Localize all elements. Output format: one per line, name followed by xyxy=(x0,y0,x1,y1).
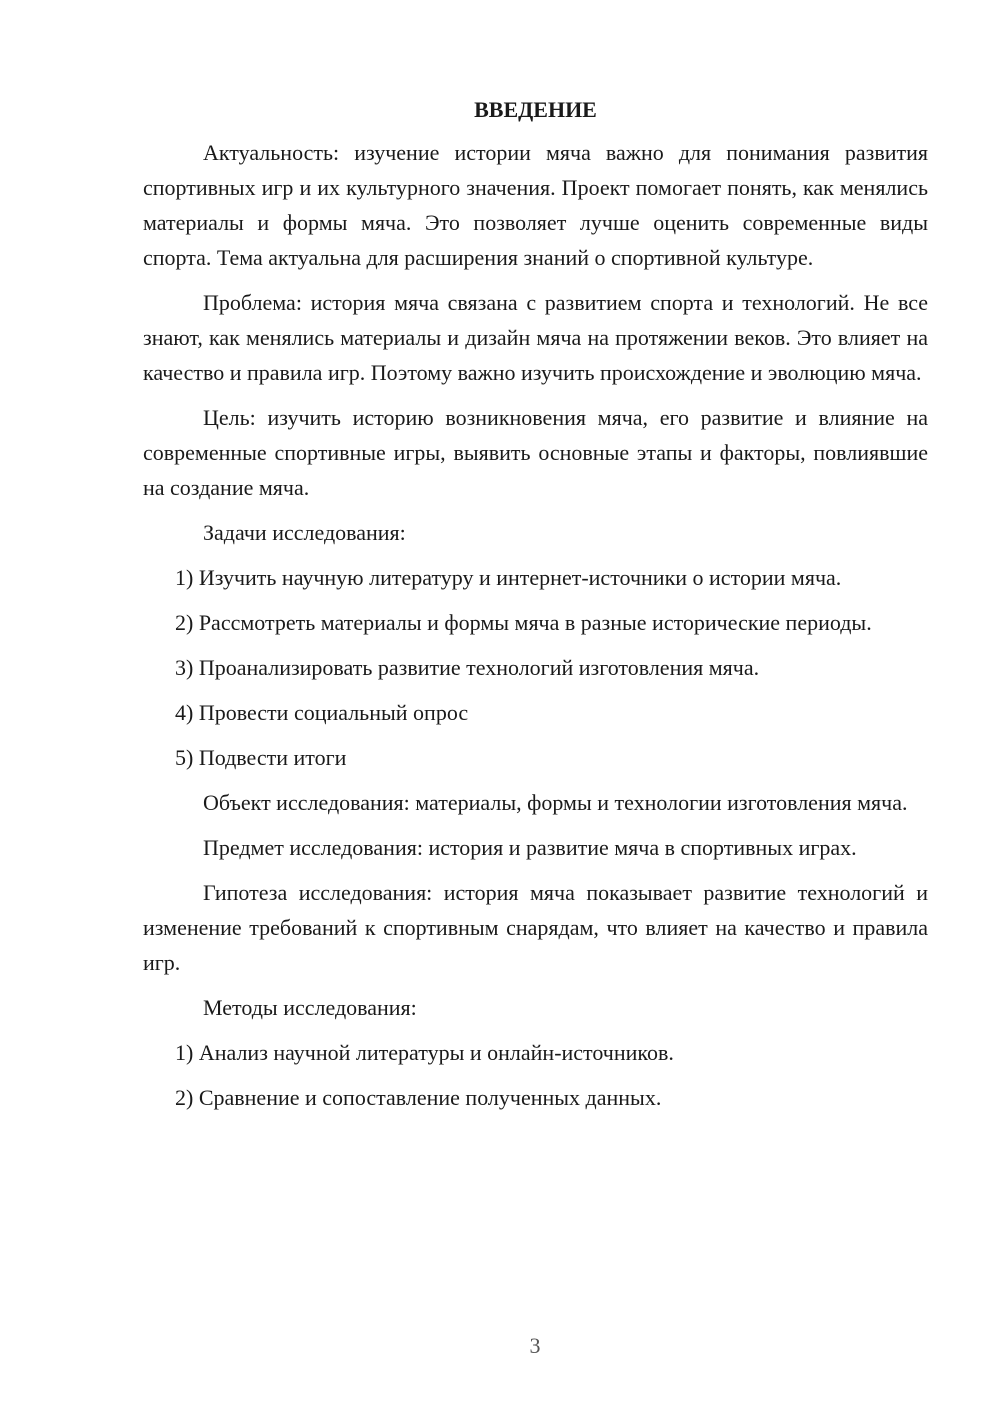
task-item: 5) Подвести итоги xyxy=(175,745,347,770)
page-number: 3 xyxy=(529,1333,541,1358)
section-title: ВВЕДЕНИЕ xyxy=(474,97,597,122)
goal-paragraph: Цель: изучить историю возникновения мяча, его развитие и влияние на современные спортивные игры, выявить основные этапы и факторы, повлиявшие на создание мяча. xyxy=(143,405,928,500)
task-item: 3) Проанализировать развитие технологий изготовления мяча. xyxy=(175,655,760,680)
hypothesis-paragraph: Гипотеза исследования: история мяча показывает развитие технологий и изменение требований к спортивным снарядам, что влияет на качество и правила игр. xyxy=(143,880,928,975)
tasks-heading: Задачи исследования: xyxy=(203,520,406,545)
method-item: 1) Анализ научной литературы и онлайн-источников. xyxy=(175,1040,674,1065)
page-content xyxy=(143,96,928,1125)
task-item: 4) Провести социальный опрос xyxy=(175,700,469,725)
object-paragraph: Объект исследования: материалы, формы и технологии изготовления мяча. xyxy=(203,790,908,815)
task-item: 2) Рассмотреть материалы и формы мяча в разные исторические периоды. xyxy=(175,610,872,635)
subject-paragraph: Предмет исследования: история и развитие мяча в спортивных играх. xyxy=(203,835,857,860)
relevance-paragraph: Актуальность: изучение истории мяча важно для понимания развития спортивных игр и их культурного значения. Проект помогает понять, как менялись материалы и формы мяча. Это позволяет лучше оценить современные виды спорта. Тема актуальна для расширения знаний о спортивной культуре. xyxy=(143,140,928,270)
problem-paragraph: Проблема: история мяча связана с развитием спорта и технологий. Не все знают, как менялись материалы и дизайн мяча на протяжении веков. Это влияет на качество и правила игр. Поэтому важно изучить происхождение и эволюцию мяча. xyxy=(143,290,928,385)
method-item: 2) Сравнение и сопоставление полученных данных. xyxy=(175,1085,662,1110)
methods-heading: Методы исследования: xyxy=(203,995,417,1020)
task-item: 1) Изучить научную литературу и интернет-источники о истории мяча. xyxy=(175,565,842,590)
